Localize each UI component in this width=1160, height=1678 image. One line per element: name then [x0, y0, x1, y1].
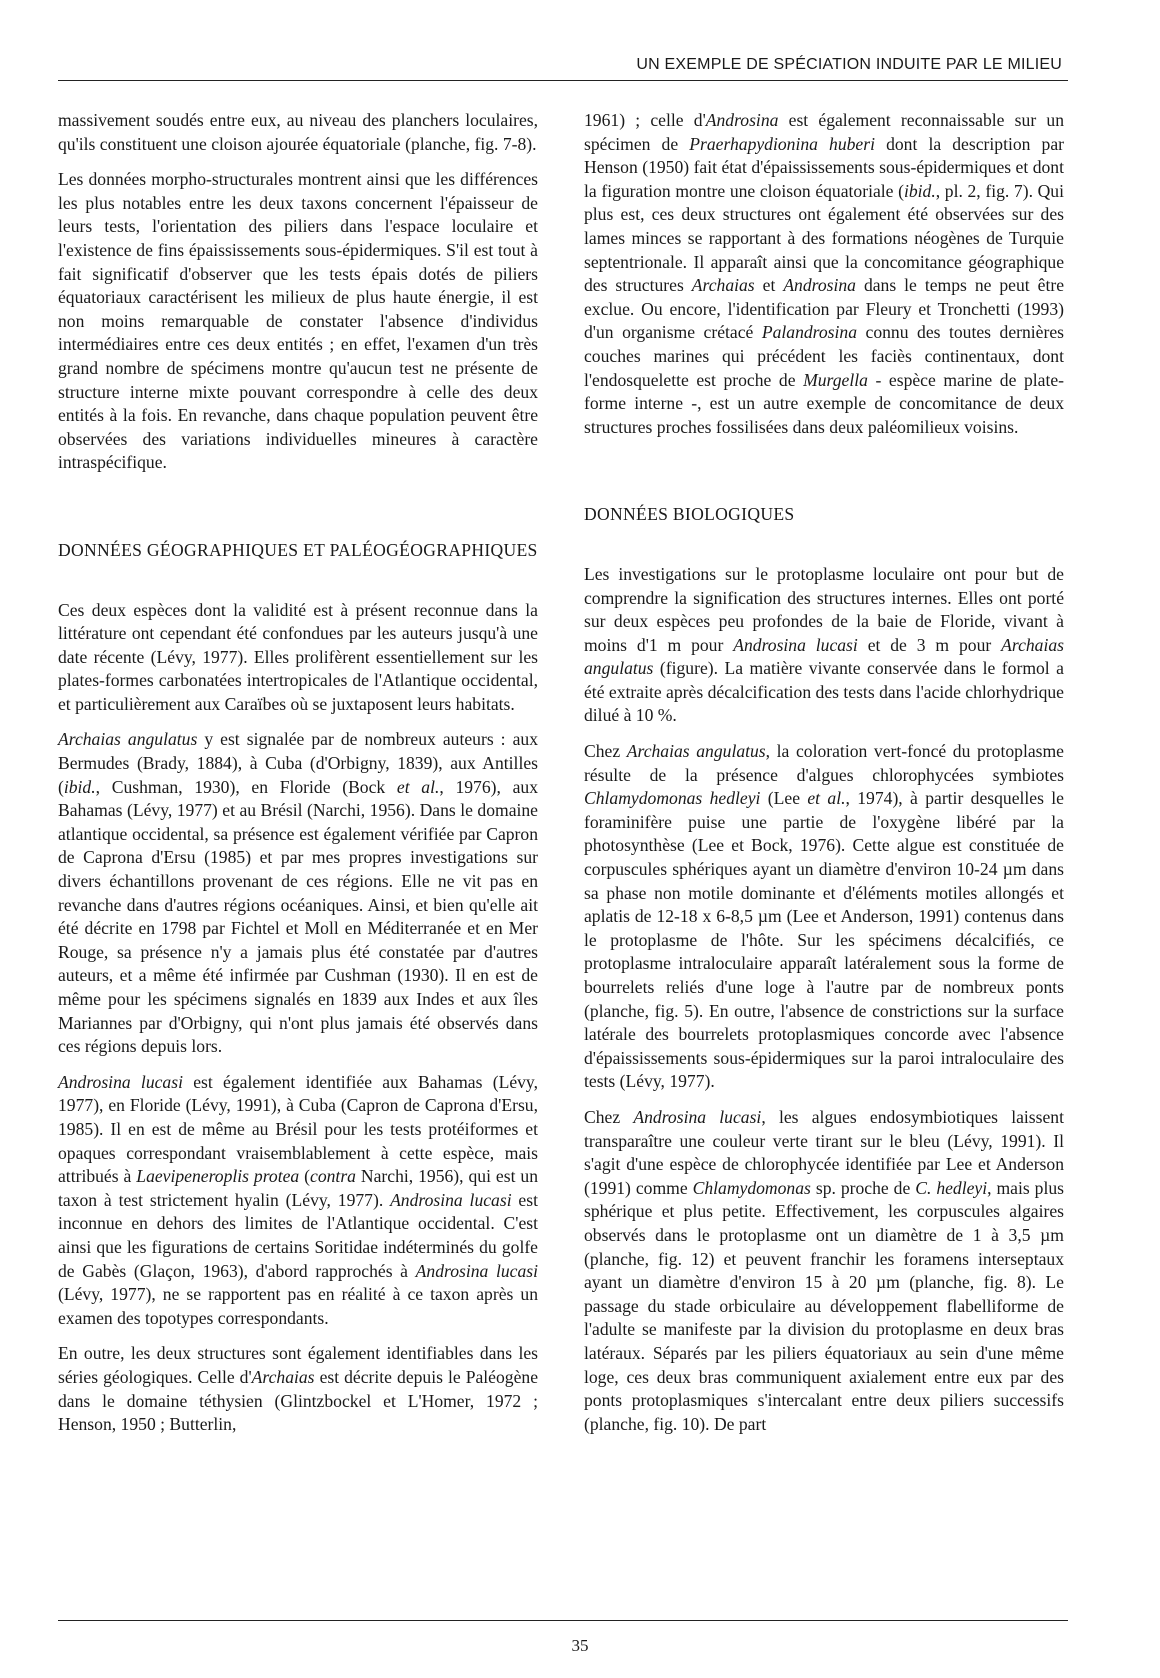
paragraph: En outre, les deux structures sont également identifiables dans les séries géologiques. Celle d'Archaias est décrite depuis le Paléogène dans le domaine téthysien (Glintzbockel et L'Homer, 1972 ; Henson, 1950 ; Butterlin,: [58, 1343, 538, 1435]
paragraph: Androsina lucasi est également identifiée aux Bahamas (Lévy, 1977), en Floride (Lévy, 1991), à Cuba (Capron de Caprona d'Ersu, 1985). Il en est de même au Brésil pour les tests protéiformes et opaques correspondant vraisemblablement à cette espèce, mais attribués à Laevipeneroplis protea (contra Narchi, 1956), qui est un taxon à test strictement hyalin (Lévy, 1977). Androsina lucasi est inconnue en dehors des limites de l'Atlantique occidental. C'est ainsi que les figurations de certains Soritidae indéterminés du golfe de Gabès (Glaçon, 1963), d'abord rapprochés à Androsina lucasi (Lévy, 1977), ne se rapportent pas en réalité à ce taxon après un examen des topotypes correspondants.: [58, 1071, 539, 1328]
right-column: [584, 109, 1064, 1448]
paragraph: Les données morpho-structurales montrent ainsi que les différences les plus notables entre les deux taxons concernent l'épaisseur de leurs tests, l'orientation des piliers dans l'espace loculaire et l'existence de fins épaississements sous-épidermiques. S'il est tout à fait significatif d'observer que les tests épais dotés de piliers équatoriaux caractérisent les milieux de plus haute énergie, il est non moins remarquable de constater l'absence d'individus intermédiaires entre ces deux entités ; en effet, l'examen d'un très grand nombre de spécimens montre qu'aucun test ne présente de structure interne mixte pouvant correspondre à celle des deux entités à la fois. En revanche, dans chaque population peuvent être observées des variations individuelles mineures à caractère intraspécifique.: [58, 169, 538, 473]
section-heading-biological: DONNÉES BIOLOGIQUES: [584, 504, 795, 525]
paragraph: Chez Androsina lucasi, les algues endosymbiotiques laissent transparaître une couleur verte tirant sur le bleu (Lévy, 1991). Il s'agit d'une espèce de chlorophycée identifiée par Lee et Anderson (1991) comme Chlamydomonas sp. proche de C. hedleyi, mais plus sphérique et plus petite. Effectivement, les corpuscules algaires observés dans le protoplasme ont un diamètre de 1 à 3,5 µm (planche, fig. 12) et peuvent franchir les foramens interseptaux ayant un diamètre d'environ 15 à 20 µm (planche, fig. 8). Le passage du stade orbiculaire au développement flabelliforme de l'adulte se manifeste par la division du protoplasme en deux bras latéraux. Séparés par les piliers équatoriaux au sein d'une même loge, ces deux bras communiquent axialement entre eux par des ponts protoplasmiques s'intercalant entre deux piliers successifs (planche, fig. 10). De part: [584, 1106, 1064, 1434]
section-heading-geographic: DONNÉES GÉOGRAPHIQUES ET PALÉOGÉOGRAPHIQUES: [58, 539, 538, 560]
paragraph: Chez Archaias angulatus, la coloration vert-foncé du protoplasme résulte de la présence d'algues chlorophycées symbiotes Chlamydomonas hedleyi (Lee et al., 1974), à partir desquelles le foraminifère puise une partie de l'oxygène libéré par la photosynthèse (Lee et Bock, 1976). Cette algue est constituée de corpuscules sphériques ayant un diamètre d'environ 10-24 µm dans sa phase non motile dominante et d'éléments motiles allongés et aplatis de 12-18 x 6-8,5 µm (Lee et Anderson, 1991) contenus dans le protoplasme de l'hôte. Sur les spécimens décalcifiés, ce protoplasme intraloculaire apparaît latéralement sous la forme de bourrelets reliés d'une loge à l'autre par de nombreux ponts (planche, fig. 5). En outre, l'absence de constrictions sur la surface latérale des bourrelets protoplasmiques concorde avec l'absence d'épaississements sous-épidermiques sur la paroi intraloculaire des tests (Lévy, 1977).: [584, 741, 1064, 1092]
page-number: 35: [571, 1636, 589, 1655]
left-column: [58, 109, 538, 1449]
paragraph: 1961) ; celle d'Androsina est également reconnaissable sur un spécimen de Praerhapydionina huberi dont la description par Henson (1950) fait état d'épaississements sous-épidermiques et dont la figuration montre une cloison équatoriale (ibid., pl. 2, fig. 7). Qui plus est, ces deux structures ont également été observées sur des lames minces se rapportant à des formations néogènes de Turquie septentrionale. Il apparaît ainsi que la concomitance géographique des structures Archaias et Androsina dans le temps ne peut être exclue. Ou encore, l'identification par Fleury et Tronchetti (1993) d'un organisme crétacé Palandrosina connu des toutes dernières couches marines qui précédent les faciès continentaux, dont l'endosquelette est proche de Murgella - espèce marine de plate-forme interne -, est un autre exemple de concomitance de deux structures proches fossilisées dans deux paléomilieux voisins.: [584, 110, 1065, 437]
footer-rule: [58, 1620, 1068, 1621]
paragraph: massivement soudés entre eux, au niveau des planchers loculaires, qu'ils constituent une cloison ajourée équatoriale (planche, fig. 7-8).: [58, 110, 538, 154]
paragraph: Ces deux espèces dont la validité est à présent reconnue dans la littérature ont cependant été confondues par les auteurs jusqu'à une date récente (Lévy, 1977). Elles prolifèrent essentiellement sur les plates-formes carbonatées intertropicales de l'Atlantique occidental, et particulièrement aux Caraïbes où se juxtaposent leurs habitats.: [58, 599, 538, 714]
header-rule: [58, 80, 1068, 81]
running-header: UN EXEMPLE DE SPÉCIATION INDUITE PAR LE MILIEU: [636, 56, 1062, 73]
paragraph: Les investigations sur le protoplasme loculaire ont pour but de comprendre la signification des structures internes. Elles ont porté sur deux espèces peu profondes de la baie de Floride, vivant à moins d'1 m pour Androsina lucasi et de 3 m pour Archaias angulatus (figure). La matière vivante conservée dans le formol a été extraite après décalcification des tests dans l'acide chlorhydrique dilué à 10 %.: [584, 563, 1065, 726]
paragraph: Archaias angulatus y est signalée par de nombreux auteurs : aux Bermudes (Brady, 1884), à Cuba (d'Orbigny, 1839), aux Antilles (ibid., Cushman, 1930), en Floride (Bock et al., 1976), aux Bahamas (Lévy, 1977) et au Brésil (Narchi, 1956). Dans le domaine atlantique occidental, sa présence est également vérifiée par Capron de Caprona d'Ersu (1985) et par mes propres investigations sur divers échantillons provenant de ces régions. Elle ne vit pas en revanche dans d'autres régions océaniques. Ainsi, et bien qu'elle ait été décrite en 1798 par Fichtel et Moll en Méditerranée et en Mer Rouge, sa présence n'y a jamais plus été constatée par d'autres auteurs, et a même été infirmée par Cushman (1930). Il en est de même pour les spécimens signalés en 1839 aux Indes et aux îles Mariannes par d'Orbigny, qui n'ont plus jamais été observés dans ces régions depuis lors.: [58, 729, 538, 1057]
